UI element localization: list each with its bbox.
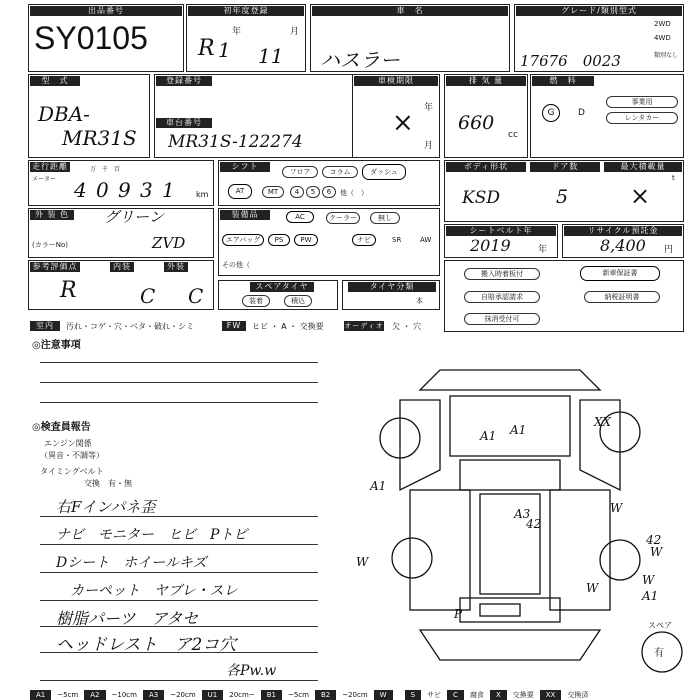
equip-sr: SR [392, 236, 402, 244]
color-code: ZVD [152, 234, 186, 252]
timing-label2: 交換 有・無 [84, 479, 132, 488]
legend-text: 交換要 [512, 691, 534, 699]
notes-line [40, 402, 318, 403]
legend-key: X [490, 690, 507, 700]
shift-at: AT [228, 184, 252, 199]
equip-other: その他（ [222, 261, 250, 269]
tires-on: 装着 [242, 295, 270, 307]
equip-navi: ナビ [352, 234, 376, 246]
inspector-title: ◎検査員報告 [32, 422, 91, 433]
mark: A1 [370, 479, 387, 493]
mileage-header: 走行距離 [32, 162, 68, 171]
interior-items: 汚れ・コゲ・穴・ベタ・破れ・シミ [66, 322, 194, 331]
seatbelt-unit: 年 [538, 245, 548, 255]
era-value: R [198, 36, 215, 61]
report-line-rule [40, 680, 318, 681]
report-line-rule [40, 516, 318, 517]
equip-cooler: クーラー [326, 212, 360, 224]
model-code-header: 型 式 [30, 76, 80, 86]
chassis-value: MR31S-122274 [168, 132, 303, 152]
equip-aw: AW [420, 236, 432, 244]
body-value: KSD [462, 188, 500, 208]
tires-header: スペアタイヤ [250, 282, 314, 292]
month-value: 11 [258, 44, 284, 68]
interior-value: C [140, 284, 156, 308]
fuel-d: D [578, 108, 585, 118]
legend-text: サビ [427, 691, 442, 699]
mark: A1 [480, 429, 497, 443]
mileage-meter-label: メーター [32, 176, 57, 183]
doc-insurance: 自賠承認請求 [464, 291, 540, 303]
mark: W [356, 555, 369, 569]
inspection-value: × [392, 108, 414, 138]
model-name-value: ハスラー [320, 48, 400, 72]
notes-line [40, 382, 318, 383]
equip-header: 装備品 [220, 210, 270, 220]
equip-airbag: エアバッグ [222, 234, 264, 246]
first-reg-header: 初年度登録 [188, 6, 304, 16]
seatbelt-header: シートベルト年 [446, 226, 556, 236]
legend-key: W [374, 690, 393, 700]
shift-gear-4: 4 [290, 186, 304, 198]
score-value: R [60, 278, 77, 303]
engine-label: エンジン関係 [44, 439, 92, 448]
equip-none: 無し [370, 212, 400, 224]
mark: 42 [526, 517, 542, 531]
doors-header: ドア数 [530, 162, 600, 172]
lot-header: 出品番号 [30, 6, 182, 16]
fuel-g: G [542, 104, 560, 122]
shift-column: コラム [322, 166, 358, 178]
kind: 類別なし [654, 52, 679, 59]
mileage-unit: km [196, 190, 209, 199]
report-line: ナビ モニター ヒビ Pトビ [56, 527, 248, 543]
diagram-roof [480, 494, 540, 594]
legend-key: U1 [202, 690, 224, 700]
year-label: 年 [232, 27, 242, 37]
mark: A1 [642, 589, 659, 603]
legend-text: ~20cm [170, 691, 196, 699]
doors-value: 5 [556, 186, 569, 208]
equip-pw: PW [294, 234, 318, 246]
recycle-header: リサイクル預託金 [564, 226, 682, 236]
notes-line [40, 362, 318, 363]
fw-items: ヒビ ・ A ・ 交換要 [252, 322, 324, 331]
inspection-year-label: 年 [424, 103, 434, 113]
mark: 42 [646, 533, 662, 547]
registration-header: 登録番号 [156, 76, 212, 86]
report-line: Dシート ホイールキズ [56, 555, 207, 571]
legend-key: A3 [143, 690, 164, 700]
report-line: 樹脂パーツ アタセ [56, 609, 199, 628]
grade-value: 17676 0023 [520, 52, 621, 70]
shift-header: シフト [220, 162, 270, 172]
legend-key: B2 [315, 690, 336, 700]
report-line-rule [40, 626, 318, 627]
mileage-digit: 1 [162, 178, 175, 202]
capacity-header: 最大積載量 [604, 162, 682, 172]
tire-type-header: タイヤ分類 [348, 282, 436, 292]
grade-header: グレード/類別型式 [516, 6, 682, 16]
mark: A1 [510, 423, 527, 437]
doc-warranty: 新車保証書 [580, 266, 660, 281]
legend-strip [30, 690, 690, 700]
mileage-digits [74, 178, 184, 202]
body-header: ボディ形状 [446, 162, 526, 172]
report-line: 右Fインパネ歪 [56, 498, 156, 516]
color-value: グリーン [104, 208, 164, 226]
model-code-line1: DBA- [38, 102, 90, 126]
tire-type-unit: 本 [416, 297, 423, 305]
legend-text: ~20cm [342, 691, 368, 699]
exterior-value: C [188, 284, 204, 308]
legend-text: ~5cm [57, 691, 79, 699]
mileage-digit: 9 [118, 178, 131, 202]
diagram-left-doors [410, 490, 470, 610]
mark: W [610, 501, 623, 515]
mileage-digit: 3 [140, 178, 153, 202]
seatbelt-value: 2019 [470, 236, 511, 255]
tires-load: 積込 [284, 295, 312, 307]
chassis-header: 車台番号 [156, 118, 212, 128]
mark: W [650, 545, 663, 559]
audio-label: オーディオ [344, 322, 384, 330]
color-header: 外 装 色 [30, 210, 74, 220]
report-line-rule [40, 600, 318, 601]
legend-key: C [447, 690, 464, 700]
shift-floor: フロア [282, 166, 318, 178]
shift-dash: ダッシュ [362, 164, 406, 180]
inspection-month-label: 月 [424, 141, 434, 151]
model-name-header: 車 名 [312, 6, 508, 16]
shift-gear-5: 5 [306, 186, 320, 198]
inspection-header: 車検期限 [354, 76, 438, 86]
interior-header: 内装 [110, 262, 134, 272]
diagram-rear-plate [480, 604, 520, 616]
diagram-windshield [460, 460, 560, 490]
legend-text: 20cm~ [229, 691, 255, 699]
shift-mt: MT [262, 186, 284, 198]
doc-plate: 搬入時着板付 [464, 268, 540, 280]
color-code-label: (カラーNo) [32, 241, 68, 249]
legend-text: ~5cm [287, 691, 309, 699]
lot-number: SY0105 [34, 20, 148, 56]
spare-label: スペア [648, 621, 672, 630]
shift-gear-6: 6 [322, 186, 336, 198]
mark: XX [594, 415, 612, 429]
mark: W [642, 573, 655, 587]
mark: A3 [514, 507, 531, 521]
diagram-wheel-rl [392, 538, 432, 578]
fuel-header: 燃 料 [532, 76, 594, 86]
year-value: 1 [218, 38, 231, 62]
exterior-header: 外装 [164, 262, 188, 272]
notes-title: ◎注意事項 [32, 340, 81, 351]
legend-text: 交換済 [567, 691, 589, 699]
mileage-digit: 4 [74, 178, 87, 202]
mark: P [454, 607, 463, 621]
model-code-line2: MR31S [62, 126, 137, 150]
report-line-rule [40, 544, 318, 545]
mileage-sub: 万 千 百 [90, 166, 121, 173]
displacement-header: 排 気 量 [446, 76, 526, 86]
doc-cancel: 抹消受付可 [464, 313, 540, 325]
diagram-front-bumper [420, 370, 600, 390]
displacement-unit: cc [508, 130, 518, 140]
timing-label: タイミングベルト [40, 467, 104, 476]
interior-label: 室内 [30, 321, 60, 331]
fw-label: FW [222, 321, 246, 331]
usage-rental: レンタカー [606, 112, 678, 124]
capacity-unit: t [672, 174, 675, 182]
equip-ps: PS [268, 234, 290, 246]
engine-label2: （異音・不調等） [40, 451, 104, 460]
legend-key: B1 [261, 690, 282, 700]
displacement-value: 660 [458, 112, 495, 134]
equip-ac: AC [286, 211, 314, 223]
month-label: 月 [290, 27, 300, 37]
legend-text: 腐食 [469, 691, 484, 699]
car-diagram [330, 360, 690, 690]
report-line: カーペット ヤブレ・スレ [70, 583, 238, 599]
mark: W [586, 581, 599, 595]
capacity-value: × [630, 182, 651, 210]
legend-text [393, 690, 405, 700]
score-header: 参考評価点 [30, 262, 80, 272]
diagram-right-doors [550, 490, 610, 610]
diagram-left-front-fender [400, 400, 440, 490]
legend-key: XX [540, 690, 562, 700]
doc-tax: 納税証明書 [584, 291, 660, 303]
audio-items: 欠 ・ 穴 [392, 322, 422, 331]
mileage-digit: 0 [96, 178, 109, 202]
drive-4wd: 4WD [654, 34, 671, 42]
legend-key: S [405, 690, 421, 700]
diagram-rear-window [460, 598, 560, 622]
spare-value: 有 [654, 648, 664, 659]
legend-key: A1 [30, 690, 51, 700]
usage-business: 事業用 [606, 96, 678, 108]
drive-2wd: 2WD [654, 20, 671, 28]
recycle-value: 8,400 [600, 236, 646, 255]
legend-text: ~10cm [111, 691, 137, 699]
interior-strip [30, 319, 440, 333]
shift-etc: 他（ ） [340, 189, 368, 197]
report-line: 各Pw.w [226, 663, 277, 679]
report-line-rule [40, 652, 318, 653]
report-line: ヘッドレスト ア2コ穴 [56, 635, 237, 655]
diagram-rear-bumper [420, 630, 600, 660]
legend-key: A2 [84, 690, 105, 700]
report-line-rule [40, 572, 318, 573]
diagram-wheel-rr [600, 540, 640, 580]
recycle-unit: 円 [664, 245, 674, 255]
